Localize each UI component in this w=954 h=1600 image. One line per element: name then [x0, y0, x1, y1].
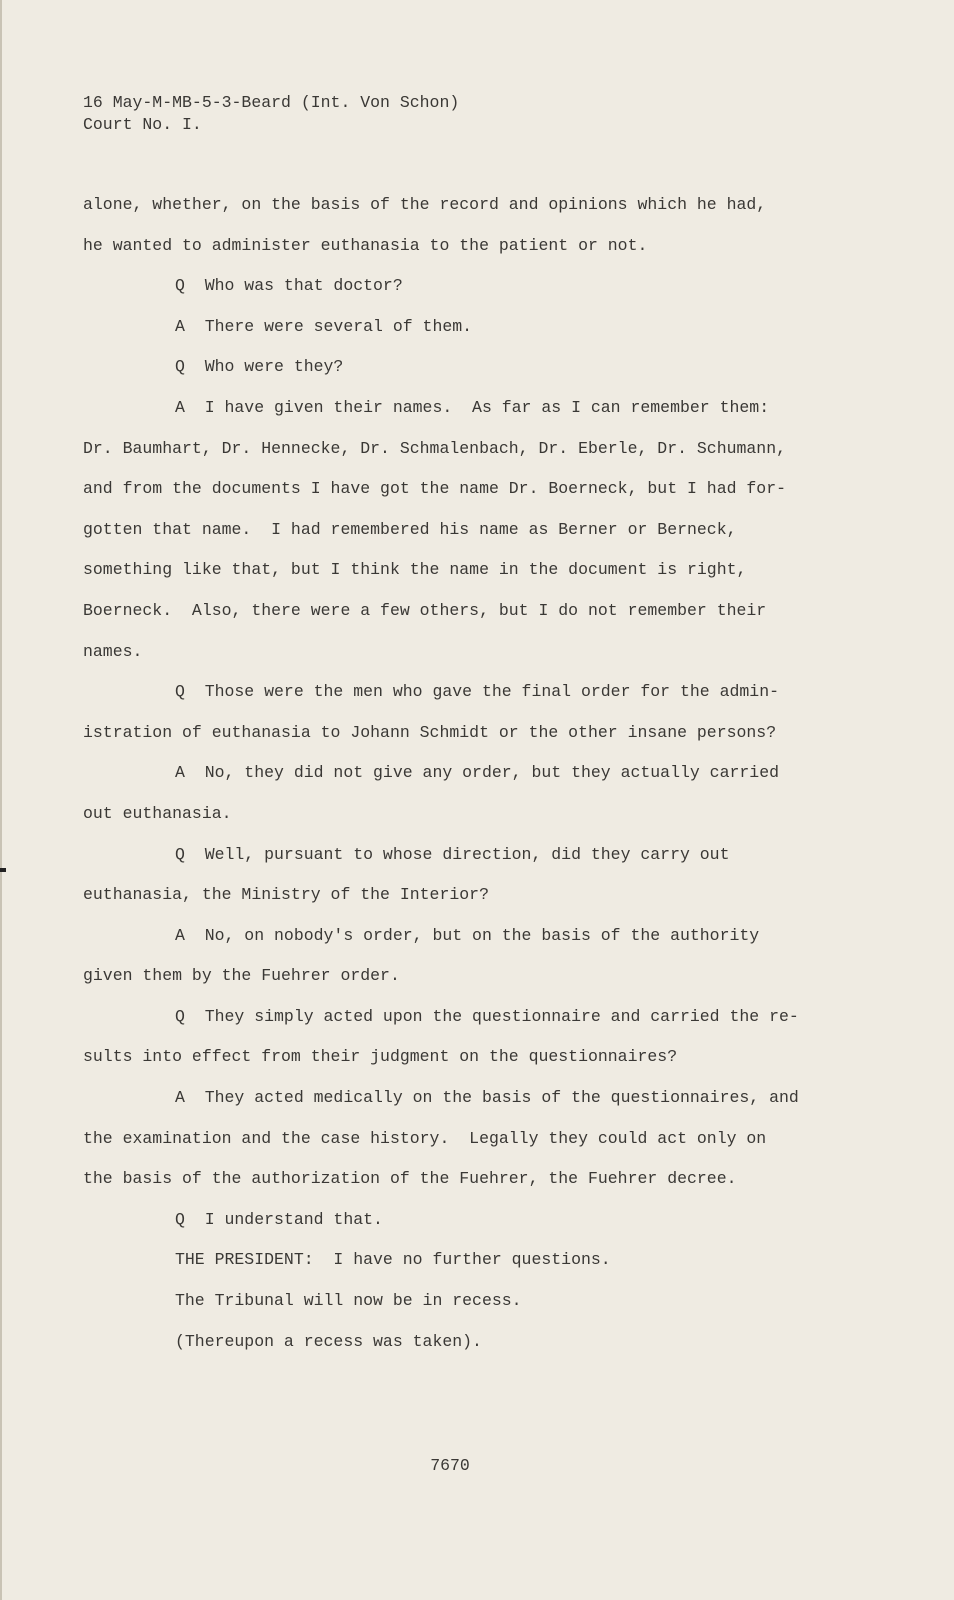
margin-mark	[0, 868, 6, 872]
header-reference: 16 May-M-MB-5-3-Beard (Int. Von Schon)	[83, 93, 460, 112]
transcript-line: out euthanasia.	[83, 803, 232, 823]
transcript-line: Q Those were the men who gave the final order for the admin-	[175, 682, 779, 702]
transcript-line: alone, whether, on the basis of the record and opinions which he had,	[83, 195, 767, 214]
transcript-line: Q Who were they?	[175, 357, 344, 377]
header-court: Court No. I.	[83, 115, 202, 134]
transcript-line: something like that, but I think the name in the document is right,	[83, 560, 747, 580]
transcript-line: THE PRESIDENT: I have no further questions.	[175, 1250, 611, 1270]
transcript-line: euthanasia, the Ministry of the Interior?	[83, 885, 489, 905]
transcript-line: (Thereupon a recess was taken).	[175, 1331, 482, 1351]
transcript-line: Dr. Baumhart, Dr. Hennecke, Dr. Schmalenbach, Dr. Eberle, Dr. Schumann,	[83, 438, 787, 458]
transcript-line: and from the documents I have got the name Dr. Boerneck, but I had for-	[83, 479, 787, 499]
transcript-line: the examination and the case history. Legally they could act only on	[83, 1128, 767, 1148]
transcript-line: A No, they did not give any order, but they actually carried	[175, 763, 779, 783]
transcript-line: A They acted medically on the basis of the questionnaires, and	[175, 1088, 799, 1108]
transcript-line: A I have given their names. As far as I can remember them:	[175, 397, 770, 417]
transcript-line: sults into effect from their judgment on the questionnaires?	[83, 1047, 678, 1067]
transcript-line: A There were several of them.	[175, 316, 473, 336]
transcript-line: Q Well, pursuant to whose direction, did they carry out	[175, 844, 730, 864]
transcript-line: the basis of the authorization of the Fuehrer, the Fuehrer decree.	[83, 1169, 737, 1189]
transcript-line: gotten that name. I had remembered his name as Berner or Berneck,	[83, 519, 737, 539]
transcript-line: names.	[83, 641, 143, 661]
transcript-line: Q They simply acted upon the questionnaire and carried the re-	[175, 1006, 799, 1026]
transcript-line: Q Who was that doctor?	[175, 276, 403, 296]
page-edge	[0, 0, 2, 1600]
transcript-line: The Tribunal will now be in recess.	[175, 1291, 522, 1311]
transcript-line: A No, on nobody's order, but on the basis of the authority	[175, 925, 760, 945]
transcript-line: he wanted to administer euthanasia to the patient or not.	[83, 235, 648, 255]
transcript-line: istration of euthanasia to Johann Schmidt or the other insane persons?	[83, 722, 777, 742]
document-header	[83, 92, 459, 136]
transcript-body	[83, 185, 843, 1362]
transcript-line: given them by the Fuehrer order.	[83, 966, 400, 986]
transcript-line: Q I understand that.	[175, 1209, 383, 1229]
transcript-line: Boerneck. Also, there were a few others, but I do not remember their	[83, 600, 767, 620]
page-number: 7670	[430, 1456, 470, 1475]
